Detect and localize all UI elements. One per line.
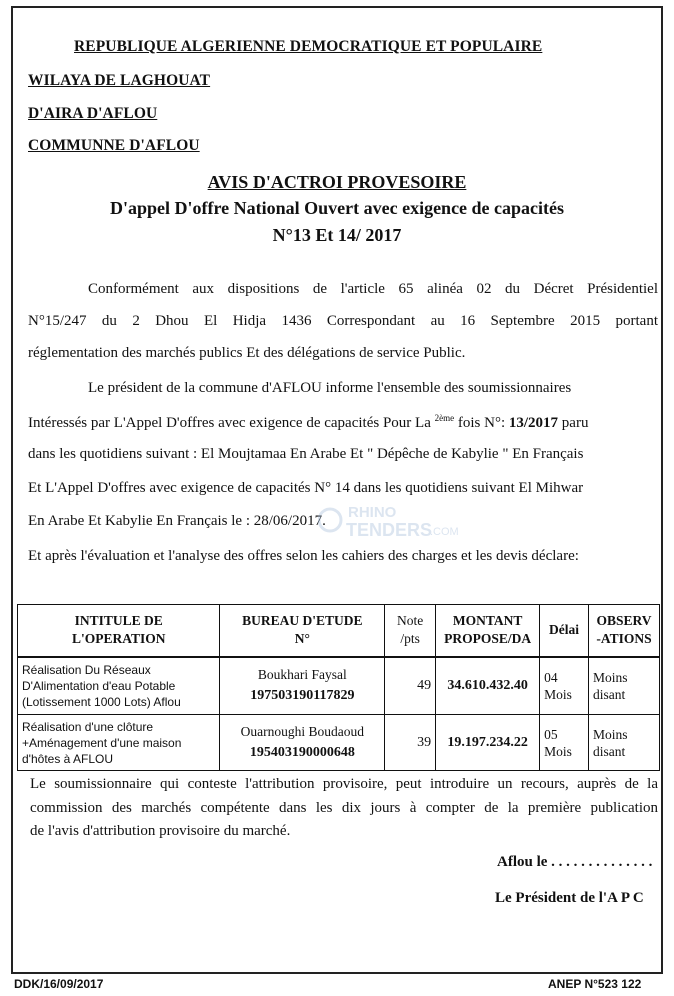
column-header-montant: MONTANT PROPOSE/DA <box>436 605 540 657</box>
place-date-line: Aflou le . . . . . . . . . . . . . . <box>497 854 653 870</box>
paragraph-line: Et L'Appel D'offres avec exigence de capacités N° 14 dans les quotidiens suivant El Mihwar <box>28 480 584 496</box>
daira-heading: D'AIRA D'AFLOU <box>28 105 158 122</box>
paragraph-line: Intéressés par L'Appel D'offres avec exigence de capacités Pour La $^{2ème}$ fois N°: 13/2017 paru <box>28 413 589 431</box>
observation-cell: Moins disant <box>589 715 660 771</box>
notice-title: AVIS D'ACTROI PROVESOIRE <box>207 172 467 192</box>
bureau-cell: Ouarnoughi Boudaoud 195403190000648 <box>220 715 385 771</box>
table-row <box>18 715 660 771</box>
footer-reference-left: DDK/16/09/2017 <box>14 977 104 991</box>
column-header-observations: OBSERV -ATIONS <box>589 605 660 657</box>
table-row <box>18 657 660 715</box>
note-cell: 49 <box>385 657 436 715</box>
paragraph-line: N°15/247 du 2 Dhou El Hidja 1436 Correspondant au 16 Septembre 2015 portant <box>28 313 658 329</box>
wilaya-heading: WILAYA DE LAGHOUAT <box>28 72 211 89</box>
commune-heading: COMMUNNE D'AFLOU <box>28 137 200 154</box>
column-header-note: Note /pts <box>385 605 436 657</box>
column-header-bureau: BUREAU D'ETUDE N° <box>220 605 385 657</box>
delai-cell: 05 Mois <box>540 715 589 771</box>
closing-line: commission des marchés compétente dans les dix jours à compter de la première publication <box>30 800 658 816</box>
svg-text:.COM: .COM <box>430 526 459 538</box>
notice-number: N°13 Et 14/ 2017 <box>272 225 402 245</box>
operation-cell: Réalisation d'une clôture +Aménagement d'une maison d'hôtes à AFLOU <box>18 715 220 771</box>
observation-cell: Moins disant <box>589 657 660 715</box>
results-table <box>17 604 660 771</box>
paragraph-line: dans les quotidiens suivant : El Moujtamaa En Arabe Et " Dépêche de Kabylie " En Français <box>28 446 584 462</box>
closing-line: de l'avis d'attribution provisoire du marché. <box>30 823 291 839</box>
paragraph-line: Et après l'évaluation et l'analyse des offres selon les cahiers des charges et les devis déclare: <box>28 548 579 564</box>
svg-text:RHINO: RHINO <box>348 504 397 521</box>
paragraph-line: réglementation des marchés publics Et des délégations de service Public. <box>28 345 466 361</box>
delai-cell: 04 Mois <box>540 657 589 715</box>
svg-text:TENDERS: TENDERS <box>346 520 433 540</box>
paragraph-line: Conformément aux dispositions de l'article 65 alinéa 02 du Décret Présidentiel <box>88 281 658 297</box>
paragraph-line: Le président de la commune d'AFLOU informe l'ensemble des soumissionnaires <box>88 380 572 396</box>
operation-cell: Réalisation Du Réseaux D'Alimentation d'eau Potable (Lotissement 1000 Lots) Aflou <box>18 657 220 715</box>
footer-reference-right: ANEP N°523 122 <box>548 977 642 991</box>
notice-subtitle: D'appel D'offre National Ouvert avec exigence de capacités <box>109 198 565 218</box>
column-header-delai: Délai <box>540 605 589 657</box>
bureau-cell: Boukhari Faysal 197503190117829 <box>220 657 385 715</box>
column-header-operation: INTITULE DE L'OPERATION <box>18 605 220 657</box>
montant-cell: 34.610.432.40 <box>436 657 540 715</box>
paragraph-line: En Arabe Et Kabylie En Français le : 28/06/2017. <box>28 513 326 529</box>
signature-line: Le Président de l'A P C <box>495 890 644 906</box>
montant-cell: 19.197.234.22 <box>436 715 540 771</box>
note-cell: 39 <box>385 715 436 771</box>
republic-heading: REPUBLIQUE ALGERIENNE DEMOCRATIQUE ET POPULAIRE <box>74 38 543 55</box>
closing-line: Le soumissionnaire qui conteste l'attribution provisoire, peut introduire un recours, auprès de la <box>30 776 658 792</box>
